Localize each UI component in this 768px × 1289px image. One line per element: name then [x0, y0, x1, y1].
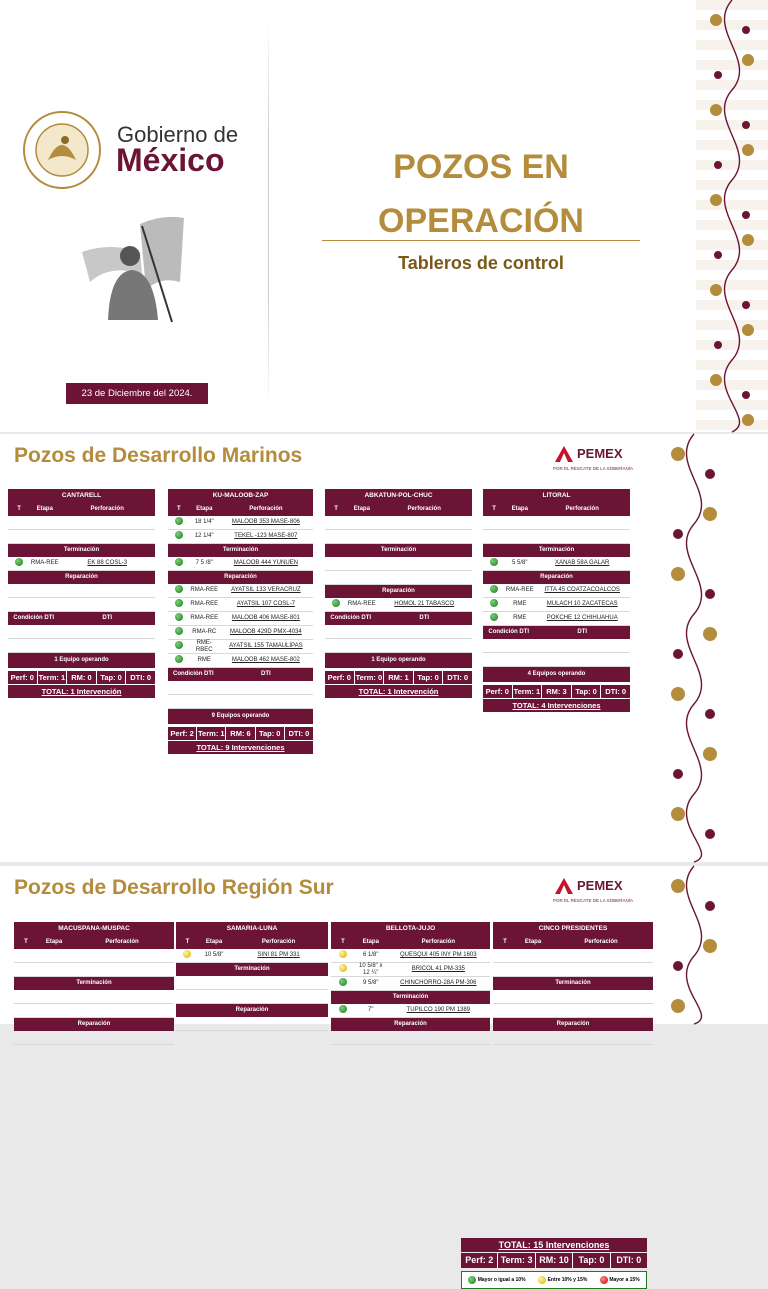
stat: Perf: 2 — [168, 727, 197, 740]
empty-row — [176, 1017, 328, 1031]
green-dot-icon — [175, 531, 183, 539]
well-name: MALOOB 429D PMX-4034 — [230, 629, 302, 635]
panel-stats — [325, 671, 472, 684]
panel-total: TOTAL: 1 Intervención — [8, 685, 155, 698]
green-dot-icon — [490, 613, 498, 621]
terminacion-header: Terminación — [14, 977, 174, 990]
dti-header — [168, 668, 313, 681]
panel-total: TOTAL: 9 Intervenciones — [168, 741, 313, 754]
status-cell — [168, 557, 190, 570]
terminacion-header: Terminación — [325, 544, 472, 557]
status-cell — [331, 963, 355, 976]
well-row — [483, 598, 630, 612]
status-cell — [331, 949, 355, 962]
stat: Term: 1 — [513, 685, 543, 698]
hero-title-line1: POZOS EN — [393, 148, 569, 186]
stat: RM: 6 — [226, 727, 255, 740]
well-name: TUPILCO 190 PM 1389 — [406, 1007, 470, 1013]
stat: Perf: 0 — [325, 671, 355, 684]
decorative-border — [658, 866, 768, 1024]
empty-row — [483, 653, 630, 667]
floral-pattern-icon — [658, 866, 730, 1024]
col-perforacion: Perforación — [407, 506, 441, 512]
well-row — [483, 612, 630, 626]
green-dot-icon — [175, 599, 183, 607]
reparacion-header: Reparación — [176, 1004, 328, 1017]
terminacion-header: Terminación — [8, 544, 155, 557]
cond-dti: Condición DTI — [13, 615, 55, 621]
terminacion-header: Terminación — [168, 544, 313, 557]
pemex-eagle-icon — [553, 876, 575, 896]
dti: DTI — [102, 615, 113, 621]
etapa-cell: RMA-REE — [190, 587, 219, 594]
col-perforacion: Perforación — [261, 939, 296, 945]
well-row — [176, 949, 328, 963]
well-row — [168, 557, 313, 571]
col-etapa: Etapa — [353, 506, 370, 512]
reparacion-header: Reparación — [14, 1018, 174, 1031]
legend-item: Entre 10% y 15% — [538, 1272, 587, 1288]
etapa-cell: 6 1/8" — [363, 952, 379, 959]
gov-line1: Gobierno de — [117, 122, 239, 147]
terminacion-header: Terminación — [493, 977, 653, 990]
panel-title: MACUSPANA-MUSPAC — [14, 922, 174, 936]
green-dot-icon — [490, 585, 498, 593]
etapa-cell: RME-RBEC — [195, 640, 213, 653]
stat: RM: 0 — [67, 671, 97, 684]
empty-row — [14, 1031, 174, 1045]
reparacion-header: Reparación — [325, 585, 472, 598]
status-cell — [325, 598, 347, 611]
terminacion-header: Terminación — [176, 963, 328, 976]
etapa-cell: RMA-REE — [190, 601, 219, 608]
hero-title — [320, 140, 642, 248]
empty-row — [14, 949, 174, 963]
empty-row — [168, 681, 313, 695]
empty-row — [325, 516, 472, 530]
cond-dti: Condición DTI — [488, 629, 530, 635]
col-perforacion: Perforación — [90, 506, 124, 512]
decorative-border — [696, 0, 768, 432]
zone-panel — [331, 922, 490, 1045]
stat: DTI: 0 — [288, 729, 310, 738]
col-etapa: Etapa — [511, 506, 528, 512]
floral-pattern-icon — [658, 434, 730, 862]
operating-count: 4 Equipos operando — [483, 667, 630, 682]
well-row — [168, 598, 313, 612]
stat: RM: 1 — [384, 671, 414, 684]
empty-row — [483, 516, 630, 530]
operating-count: 9 Equipos operando — [168, 709, 313, 724]
stat: Tap: 0 — [256, 727, 285, 740]
col-etapa: Etapa — [196, 506, 213, 512]
column-header — [176, 936, 328, 949]
etapa-cell: RMA-REE — [190, 615, 219, 622]
hero-title-line2: OPERACIÓN — [378, 202, 584, 240]
column-header — [14, 936, 174, 949]
legend — [461, 1271, 647, 1289]
divider — [268, 20, 269, 410]
etapa-cell: 7" — [368, 1007, 374, 1014]
well-row — [168, 584, 313, 598]
empty-row — [493, 1004, 653, 1018]
empty-row — [325, 557, 472, 571]
stat: Tap: 0 — [573, 1253, 610, 1268]
col-etapa: Etapa — [524, 939, 542, 945]
empty-row — [325, 571, 472, 585]
col-perforacion: Perforación — [421, 939, 455, 945]
empty-row — [8, 639, 155, 653]
etapa-cell: 9 5/8" — [363, 980, 379, 987]
terminacion-header: Terminación — [483, 544, 630, 557]
green-dot-icon — [175, 585, 183, 593]
col-t: T — [17, 506, 21, 512]
stat: Tap: 0 — [414, 671, 444, 684]
col-t: T — [503, 939, 507, 945]
empty-row — [14, 1004, 174, 1018]
panel-title: LITORAL — [483, 489, 630, 503]
stat: Perf: 2 — [461, 1253, 498, 1268]
col-perforacion: Perforación — [565, 506, 599, 512]
pemex-logo — [553, 876, 634, 903]
pemex-logo — [553, 444, 634, 471]
status-cell — [168, 654, 190, 667]
status-cell — [483, 584, 505, 597]
well-name: AYATSIL 133 VERACRUZ — [231, 587, 301, 593]
green-dot-icon — [468, 1276, 476, 1284]
well-name: POKCHE 12 CHIHUAHUA — [546, 615, 618, 621]
yellow-dot-icon — [339, 964, 347, 972]
col-t: T — [24, 939, 28, 945]
status-cell — [8, 557, 30, 570]
zone-panel — [325, 489, 472, 698]
green-dot-icon — [15, 558, 23, 566]
status-cell — [483, 557, 505, 570]
stat: DTI: 0 — [130, 673, 152, 682]
zone-panel — [168, 489, 313, 754]
status-cell — [331, 977, 355, 990]
operating-count: 1 Equipo operando — [8, 653, 155, 668]
panel-stats — [483, 685, 630, 698]
well-name: QUESQUI 405 INY PM 1603 — [400, 952, 477, 958]
reparacion-header: Reparación — [493, 1018, 653, 1031]
well-name: ITTA 45 COATZACOALCOS — [544, 587, 620, 593]
empty-row — [168, 695, 313, 709]
stat: Term: 1 — [38, 671, 68, 684]
stat: Term: 3 — [498, 1253, 535, 1268]
etapa-cell: RME — [513, 601, 527, 608]
empty-row — [331, 1031, 490, 1045]
well-name: CHINCHORRO-28A PM-306 — [400, 980, 477, 986]
date-badge: 23 de Diciembre del 2024. — [66, 383, 208, 404]
well-name: HOMOL 21 TABASCO — [394, 601, 455, 607]
empty-row — [325, 530, 472, 544]
etapa-cell: 5 5/8" — [512, 560, 528, 567]
gov-line2: México — [116, 142, 225, 178]
stat: Term: 0 — [355, 671, 385, 684]
status-cell — [483, 612, 505, 625]
empty-row — [483, 530, 630, 544]
status-cell — [168, 612, 190, 625]
well-row — [483, 584, 630, 598]
well-name: MALOOB 353 MASE-806 — [231, 519, 300, 525]
empty-row — [14, 990, 174, 1004]
well-name: SINI 81 PM 331 — [257, 952, 300, 958]
empty-row — [176, 990, 328, 1004]
panel-title: CANTARELL — [8, 489, 155, 503]
well-row — [168, 516, 313, 530]
panel-title: CINCO PRESIDENTES — [493, 922, 653, 936]
status-cell — [168, 516, 190, 529]
well-row — [168, 640, 313, 654]
stat: Perf: 0 — [483, 685, 513, 698]
floral-pattern-icon — [696, 0, 768, 432]
yellow-dot-icon — [339, 950, 347, 958]
green-dot-icon — [339, 1005, 347, 1013]
etapa-cell: 18 1/4" — [194, 519, 214, 526]
col-perforacion: Perforación — [249, 506, 283, 512]
zone-panel — [8, 489, 155, 698]
etapa-cell: 12 1/4" — [194, 533, 214, 540]
well-name: AYATSIL 107 COSL-7 — [236, 601, 295, 607]
status-cell — [168, 530, 190, 543]
yellow-dot-icon — [183, 950, 191, 958]
well-row — [168, 530, 313, 544]
cond-dti: Condición DTI — [330, 615, 372, 621]
terminacion-header: Terminación — [331, 991, 490, 1004]
empty-row — [176, 976, 328, 990]
etapa-cell: RME — [513, 615, 527, 622]
column-header — [483, 503, 630, 516]
well-row — [168, 654, 313, 668]
column-header — [331, 936, 490, 949]
panel-title: ABKATUN-POL-CHUC — [325, 489, 472, 503]
dti-header — [483, 626, 630, 639]
section-title: Pozos de Desarrollo Región Sur — [14, 876, 334, 899]
green-dot-icon — [339, 978, 347, 986]
stat: Perf: 0 — [8, 671, 38, 684]
pemex-tagline: POR EL RESCATE DE LA SOBERANÍA — [553, 466, 634, 471]
dti: DTI — [261, 671, 271, 677]
panel-title: BELLOTA-JUJO — [331, 922, 490, 936]
well-name: MALOOB 406 MASE-801 — [231, 615, 300, 621]
panel-stats — [168, 727, 313, 740]
reparacion-header: Reparación — [168, 571, 313, 584]
panel-total: TOTAL: 4 Intervenciones — [483, 699, 630, 712]
stat: Tap: 0 — [97, 671, 127, 684]
etapa-cell: RMA-RC — [192, 629, 217, 636]
status-cell — [168, 640, 190, 653]
col-perforacion: Perforación — [105, 939, 139, 945]
etapa-cell: 10 5/8" — [204, 952, 224, 959]
status-cell — [168, 626, 190, 639]
well-row — [331, 949, 490, 963]
zone-panel — [14, 922, 174, 1045]
status-cell — [176, 949, 199, 962]
well-row — [168, 626, 313, 640]
operating-count: 1 Equipo operando — [325, 653, 472, 668]
empty-row — [493, 949, 653, 963]
green-dot-icon — [175, 558, 183, 566]
empty-row — [14, 963, 174, 977]
well-row — [331, 963, 490, 977]
zone-panel — [493, 922, 653, 1045]
panel-title: KU-MALOOB-ZAP — [168, 489, 313, 503]
green-dot-icon — [490, 599, 498, 607]
well-name: XANAB 58A GALAR — [555, 560, 610, 566]
etapa-cell: RMA-REE — [347, 601, 376, 608]
red-dot-icon — [600, 1276, 608, 1284]
dti-header — [325, 612, 472, 625]
col-perforacion: Perforación — [584, 939, 618, 945]
well-name: AYATSIL 155 TAMAULIPAS — [229, 643, 303, 649]
status-cell — [168, 584, 190, 597]
green-dot-icon — [175, 613, 183, 621]
stat: Term: 1 — [198, 729, 225, 738]
title-rule — [322, 240, 640, 241]
well-row — [331, 977, 490, 991]
well-row — [168, 612, 313, 626]
cover-slide — [0, 0, 768, 432]
etapa-cell: RMA-REE — [30, 560, 59, 567]
pemex-tagline: POR EL RESCATE DE LA SOBERANÍA — [553, 898, 634, 903]
well-name: BRICOL 41 PM-335 — [411, 966, 465, 972]
well-name: MULACH 10 ZACATECAS — [546, 601, 618, 607]
etapa-cell: RME — [197, 657, 211, 664]
well-name: MALOOB 462 MASE-802 — [231, 657, 300, 663]
etapa-cell: 7 5 /8" — [195, 560, 213, 567]
col-t: T — [341, 939, 345, 945]
well-row — [8, 557, 155, 571]
cond-dti: Condición DTI — [173, 671, 214, 677]
panel-stats — [8, 671, 155, 684]
green-dot-icon — [175, 641, 183, 649]
grand-stats — [461, 1253, 647, 1268]
well-row — [331, 1004, 490, 1018]
col-etapa: Etapa — [362, 939, 379, 945]
pemex-text: PEMEX — [577, 446, 623, 461]
decorative-border — [658, 434, 768, 862]
well-name: TEKEL -123 MASE-807 — [234, 533, 298, 539]
col-etapa: Etapa — [36, 506, 53, 512]
dti-header — [8, 612, 155, 625]
empty-row — [8, 584, 155, 598]
flag-woman-icon — [80, 212, 190, 332]
empty-row — [8, 516, 155, 530]
legend-item: Mayor a 15% — [600, 1272, 640, 1288]
grand-total-box — [461, 1237, 647, 1289]
pemex-text: PEMEX — [577, 878, 623, 893]
section-title: Pozos de Desarrollo Marinos — [14, 444, 303, 467]
status-cell — [168, 598, 190, 611]
reparacion-header: Reparación — [483, 571, 630, 584]
well-name: MALOOB 444 YUNUEN — [233, 560, 298, 566]
empty-row — [493, 1031, 653, 1045]
pemex-eagle-icon — [553, 444, 575, 464]
stat: DTI: 0 — [605, 687, 627, 696]
column-header — [493, 936, 653, 949]
column-header — [325, 503, 472, 516]
etapa-cell: 10 5/8" x 12 ¼" — [359, 963, 383, 976]
stat: DTI: 0 — [616, 1255, 642, 1265]
col-t: T — [492, 506, 496, 512]
empty-row — [493, 963, 653, 977]
zone-panel — [483, 489, 630, 712]
empty-row — [8, 598, 155, 612]
south-slide — [0, 866, 768, 1027]
empty-row — [325, 639, 472, 653]
empty-row — [483, 639, 630, 653]
column-header — [168, 503, 313, 516]
green-dot-icon — [175, 517, 183, 525]
col-t: T — [334, 506, 338, 512]
stat: RM: 3 — [542, 685, 572, 698]
col-etapa: Etapa — [205, 939, 223, 945]
zone-panel — [176, 922, 328, 1031]
stat: DTI: 0 — [447, 673, 469, 682]
green-dot-icon — [490, 558, 498, 566]
status-cell — [483, 598, 505, 611]
green-dot-icon — [175, 655, 183, 663]
dti: DTI — [419, 615, 430, 621]
green-dot-icon — [175, 627, 183, 635]
empty-row — [8, 530, 155, 544]
dti: DTI — [577, 629, 588, 635]
col-etapa: Etapa — [45, 939, 63, 945]
reparacion-header: Reparación — [8, 571, 155, 584]
col-t: T — [185, 939, 190, 945]
yellow-dot-icon — [538, 1276, 546, 1284]
panel-title: SAMARIA-LUNA — [176, 922, 328, 936]
national-seal-icon — [20, 108, 106, 199]
empty-row — [325, 625, 472, 639]
well-row — [325, 598, 472, 612]
legend-item: Mayor o igual a 10% — [468, 1272, 525, 1288]
column-header — [8, 503, 155, 516]
reparacion-header: Reparación — [331, 1018, 490, 1031]
stat: RM: 10 — [536, 1253, 573, 1268]
green-dot-icon — [332, 599, 340, 607]
empty-row — [493, 990, 653, 1004]
grand-total: TOTAL: 15 Intervenciones — [461, 1238, 647, 1252]
empty-row — [8, 625, 155, 639]
hero-subtitle: Tableros de control — [398, 253, 564, 273]
etapa-cell: RMA-REE — [505, 587, 534, 594]
well-name: EK 88 COSL-3 — [87, 560, 128, 566]
status-cell — [331, 1004, 355, 1017]
stat: Tap: 0 — [572, 685, 602, 698]
well-row — [483, 557, 630, 571]
panel-total: TOTAL: 1 Intervención — [325, 685, 472, 698]
col-t: T — [177, 506, 181, 512]
